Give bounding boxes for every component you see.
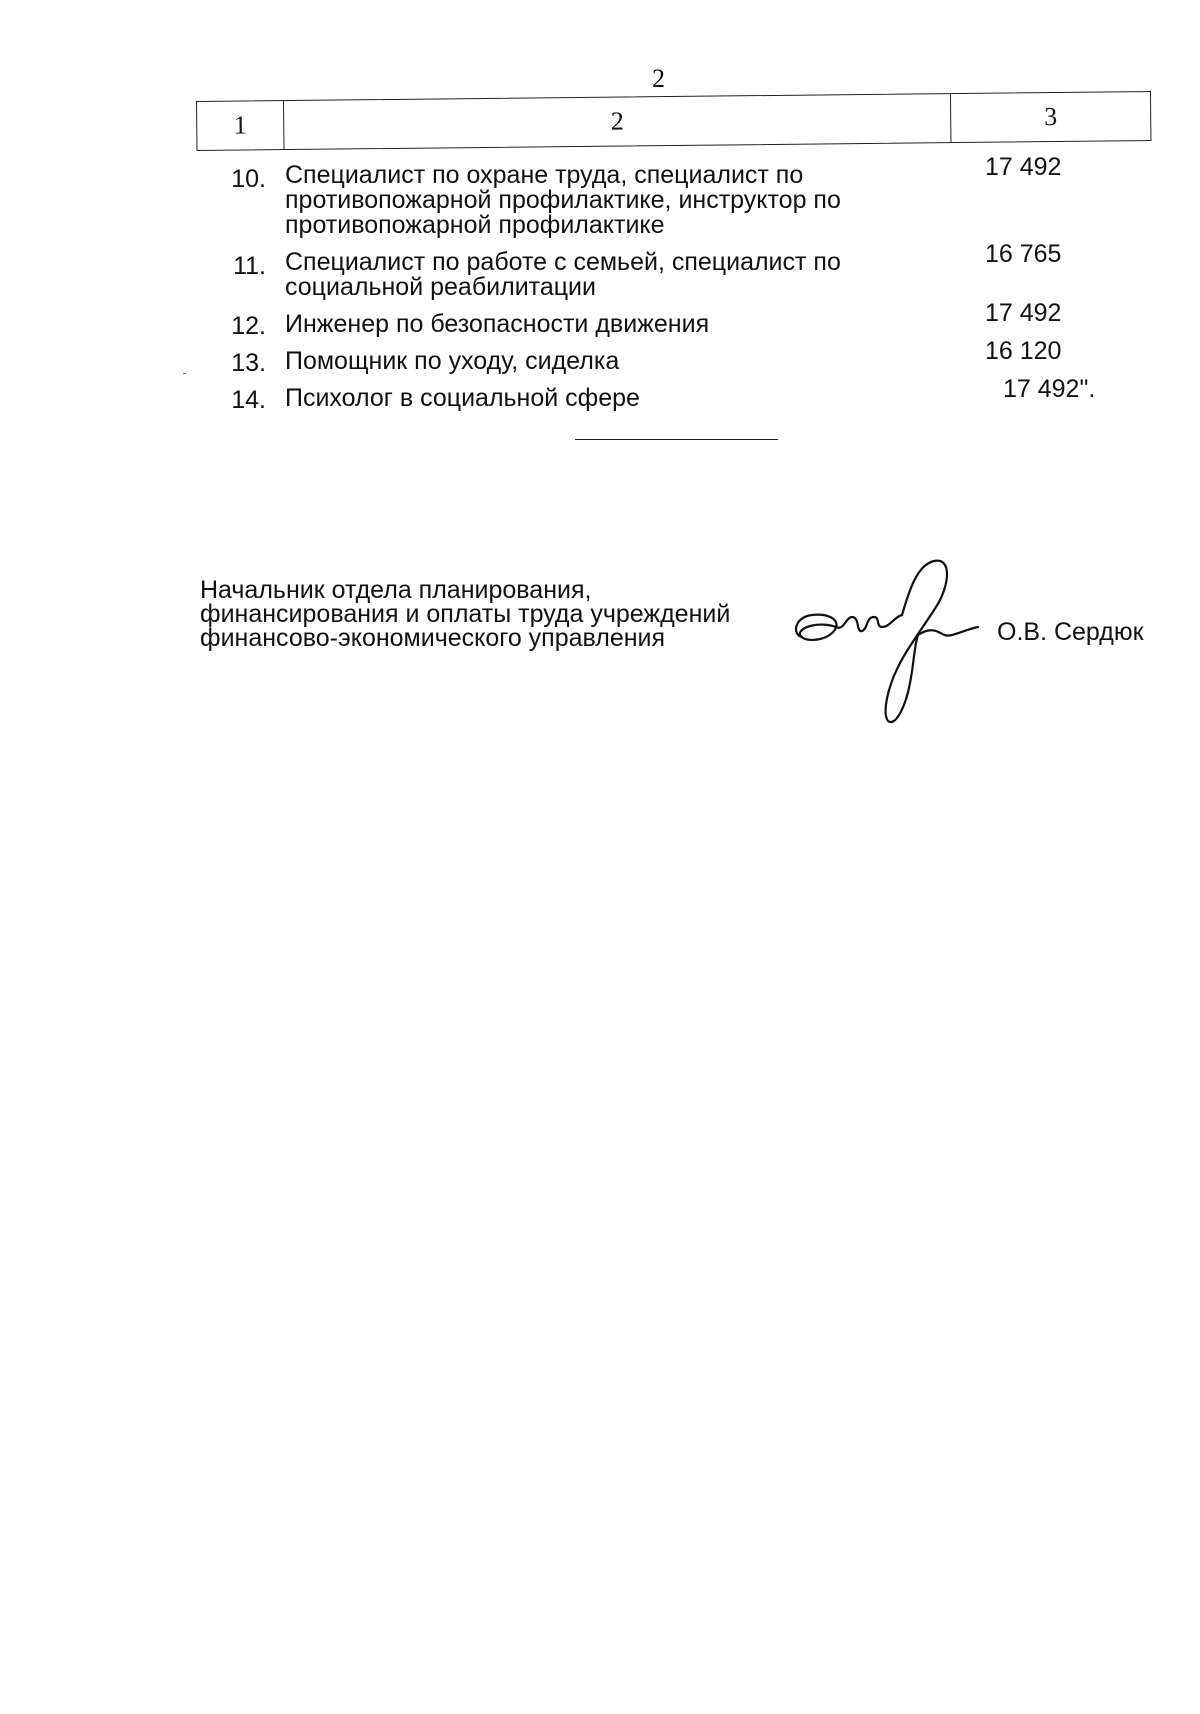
row-description-line: Специалист по охране труда, специалист по	[285, 161, 804, 189]
row-value: 16 120	[985, 337, 1062, 365]
row-value: 17 492".	[1003, 375, 1096, 403]
scan-speck	[183, 373, 186, 374]
row-description	[285, 349, 925, 374]
signer-position-line: финансирования и оплаты труда учреждений	[200, 600, 731, 628]
row-number: 13.	[231, 349, 266, 377]
table-header-col-3: 3	[1044, 101, 1058, 132]
signer-position	[200, 578, 730, 650]
row-description	[285, 386, 925, 411]
signer-name: О.В. Сердюк	[997, 618, 1144, 646]
row-description-line: Психолог в социальной сфере	[285, 384, 640, 412]
row-description-line: Инженер по безопасности движения	[285, 310, 710, 338]
end-of-table-separator	[575, 439, 778, 440]
row-number: 10.	[231, 165, 266, 193]
row-description	[285, 250, 925, 300]
row-description-line: социальной реабилитации	[285, 273, 596, 301]
row-description-line: противопожарной профилактике	[285, 211, 665, 239]
row-description-line: Помощник по уходу, сиделка	[285, 347, 620, 375]
row-value: 16 765	[985, 240, 1062, 268]
row-description-line: Специалист по работе с семьей, специалист по	[285, 248, 841, 276]
row-number: 14.	[231, 386, 266, 414]
row-description	[285, 312, 925, 337]
signer-position-line: финансово-экономического управления	[200, 624, 666, 652]
row-value: 17 492	[985, 299, 1062, 327]
handwritten-signature	[790, 555, 980, 725]
row-number: 11.	[233, 252, 266, 280]
table-header	[196, 91, 1151, 151]
row-description-line: противопожарной профилактике, инструктор по	[285, 186, 841, 214]
table-header-col-1: 1	[197, 101, 284, 150]
page-number: 2	[652, 64, 665, 93]
table-header-col-2: 2	[284, 94, 951, 149]
signer-position-line: Начальник отдела планирования,	[200, 576, 592, 604]
row-number: 12.	[231, 312, 266, 340]
row-description	[285, 163, 925, 238]
row-value: 17 492	[985, 153, 1062, 181]
